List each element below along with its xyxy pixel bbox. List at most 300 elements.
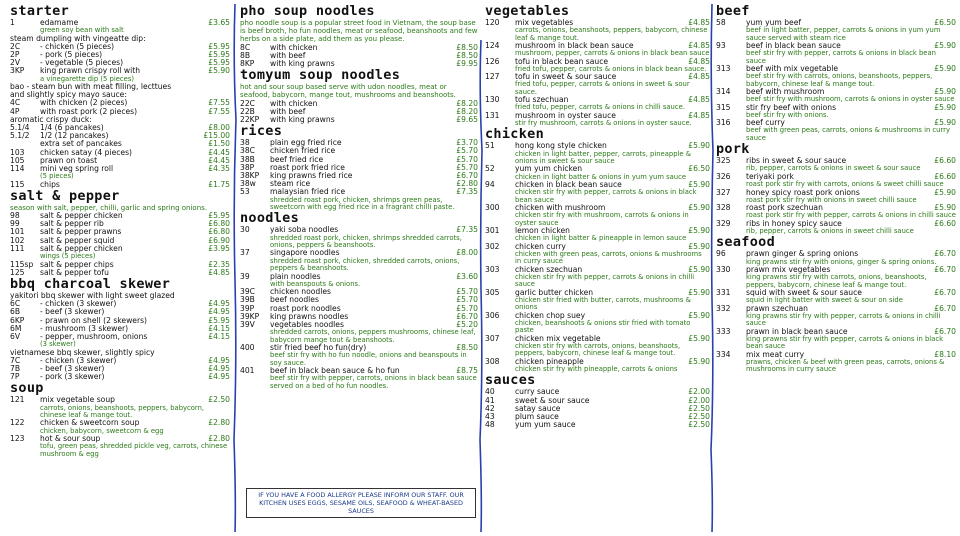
item-description: fried tofu, pepper, carrots & onions in black bean sauce. (515, 64, 707, 73)
item-code: 313 (716, 64, 731, 74)
section-title: seafood (716, 234, 775, 251)
menu-item (240, 100, 478, 108)
item-name: yum yum chicken (515, 165, 583, 174)
item-description: shredded roast pork, chicken, shrimps shredded carrots, onions, peppers & beanshoots. (270, 233, 462, 250)
item-name: roast pork noodles (270, 304, 341, 313)
item-price: £4.85 (688, 95, 710, 105)
item-price: £6.90 (208, 235, 230, 245)
item-name: with beef (270, 107, 306, 116)
item-name: vegetables noodles (270, 320, 344, 329)
item-price: £9.65 (456, 115, 478, 125)
menu-section (240, 124, 478, 211)
menu-item (10, 157, 230, 165)
item-price: £2.00 (688, 387, 710, 397)
menu-section (240, 4, 478, 68)
item-name: king prawns fried rice (270, 172, 353, 181)
item-code: 115sp (10, 259, 34, 269)
menu-item (10, 365, 230, 373)
item-code: 94 (485, 180, 495, 190)
item-code: 40 (485, 387, 495, 397)
item-code: 121 (10, 395, 25, 405)
item-code: 38 (240, 138, 250, 148)
item-price: £2.50 (688, 403, 710, 413)
menu-column-2 (240, 4, 478, 390)
menu-item (10, 99, 230, 107)
item-price: £4.95 (208, 299, 230, 309)
item-code: 39V (240, 319, 255, 329)
menu-item (240, 156, 478, 164)
menu-item (240, 44, 478, 52)
menu-item (240, 108, 478, 116)
item-code: 6C (10, 299, 21, 309)
item-price: £4.85 (688, 41, 710, 51)
item-description: carrots, onions, beanshoots, peppers, babycorn, chinese leaf & mange tout. (40, 403, 205, 419)
item-price: £4.85 (688, 72, 710, 82)
item-price: £8.50 (456, 42, 478, 52)
item-description: green soy bean with salt (40, 26, 124, 35)
item-code: 331 (716, 287, 731, 297)
item-name: beef in black bean sauce (746, 42, 841, 51)
item-name: plum sauce (515, 413, 559, 422)
section-title: rices (240, 123, 283, 140)
item-price: £6.50 (934, 18, 956, 27)
item-price: £8.50 (456, 342, 478, 352)
item-description: chicken, babycorn, sweetcorn & egg (40, 426, 164, 435)
item-code: 39C (240, 287, 255, 297)
menu-section (716, 235, 956, 373)
item-price: £9.95 (456, 59, 478, 69)
item-price: £7.55 (208, 106, 230, 116)
item-name: chicken in black bean sauce (515, 181, 622, 190)
item-name: squid with sweet & sour sauce (746, 288, 862, 297)
item-price: £5.90 (688, 180, 710, 190)
item-price: £6.50 (688, 164, 710, 174)
item-code: 401 (240, 365, 255, 375)
menu-item (10, 140, 230, 148)
item-description: fried tofu, pepper, carrots & onions in sweet & sour sauce. (515, 80, 690, 96)
item-price: £3.70 (456, 138, 478, 148)
item-name: chicken szechuan (515, 265, 583, 274)
item-code: 316 (716, 118, 731, 128)
item-code: 39 (240, 271, 250, 281)
item-price: £5.70 (456, 303, 478, 313)
item-code: 6M (10, 323, 22, 333)
item-description: chicken, beanshoots & onions stir fried with tomato paste (515, 318, 691, 335)
menu-column-4 (716, 4, 956, 374)
item-code: 58 (716, 18, 726, 27)
item-price: £5.90 (688, 287, 710, 297)
item-name: with beef (270, 51, 306, 60)
item-name: chicken noodles (270, 288, 331, 297)
item-price: £5.70 (456, 146, 478, 156)
item-code: 332 (716, 303, 731, 313)
item-name: beef with mix vegetable (746, 65, 839, 74)
item-code: 315 (716, 102, 731, 112)
item-description: beef stir fry with mushroom, carrots & onions in oyster sauce (746, 95, 955, 104)
item-description: shredded roast pork, chicken, shredded carrots, onions, peppers & beanshoots. (270, 256, 460, 273)
item-code: 38P (240, 162, 255, 172)
item-code: 30 (240, 225, 250, 235)
item-price: £5.90 (688, 264, 710, 274)
item-description: with beanspouts & onions. (270, 279, 361, 288)
menu-column-3 (485, 4, 710, 429)
menu-item (485, 405, 710, 413)
item-code: 22C (240, 98, 255, 108)
item-price: £2.50 (688, 420, 710, 430)
item-code: 314 (716, 87, 731, 97)
item-name: curry sauce (515, 388, 560, 397)
item-price: £2.35 (208, 259, 230, 269)
divider-line-1 (232, 0, 238, 536)
section-title: noodles (240, 210, 299, 227)
item-code: 6V (10, 331, 21, 341)
section-intro: hot and sour soup based serve with udon noodles, meat or seafood, babycorn, mange tout, mushrooms and beanshoots. (240, 83, 456, 100)
menu-item (10, 325, 230, 333)
item-price: £5.90 (688, 333, 710, 343)
item-price: £2.50 (208, 395, 230, 405)
item-price: £5.90 (934, 102, 956, 112)
item-description: (5 pieces) (40, 172, 74, 181)
menu-item (240, 52, 478, 60)
menu-item (240, 147, 478, 155)
item-code: 308 (485, 356, 500, 366)
item-price: £4.95 (208, 363, 230, 373)
menu-section (10, 277, 230, 381)
sub-heading: vietnamese bbq skewer, slightly spicy (10, 347, 155, 357)
sub-heading: and slightly spicy mayo sauce: (10, 90, 127, 100)
item-name: salt & pepper chicken (40, 212, 123, 221)
item-price: £4.95 (208, 372, 230, 382)
item-code: 8KP (240, 59, 255, 69)
item-description: beef stir fry with carrots, onions, beanshoots, peppers, babycorn, chinese leaf & mange tout. (746, 72, 933, 88)
item-description: a vinegarette dip (5 pieces) (40, 74, 135, 83)
item-name: with chicken (2 pieces) (40, 99, 128, 108)
item-name: - vegetable (5 pieces) (40, 59, 124, 68)
sub-heading: aromatic crispy duck: (10, 114, 92, 124)
item-price: £4.35 (208, 164, 230, 174)
item-name: beef fried rice (270, 155, 324, 164)
item-price: £5.90 (934, 187, 956, 197)
item-description: shredded carrots, onions, peppers mushrooms, chinese leaf, babycorn mange tout & beanshoots. (270, 328, 476, 344)
item-code: 300 (485, 203, 500, 213)
item-price: £8.20 (456, 106, 478, 116)
item-description: beef stir fry with pepper, carrots, onions in black bean sauce served on a bed of ho fun noodles. (270, 374, 477, 390)
item-name: - pepper, mushroom, onions (40, 332, 148, 341)
item-name: beef with mushroom (746, 88, 825, 97)
section-title: sauces (485, 372, 536, 389)
item-code: 105 (10, 155, 25, 165)
item-name: chicken pineapple (515, 357, 584, 366)
item-name: with roast pork (2 pieces) (40, 107, 138, 116)
section-title: vegetables (485, 3, 570, 19)
item-name: chicken satay (4 pieces) (40, 148, 133, 157)
item-name: roast pork fried rice (270, 163, 345, 172)
item-price: £4.85 (688, 18, 710, 27)
item-code: 102 (10, 235, 25, 245)
item-name: stir fried beef ho fun(dry) (270, 343, 367, 352)
item-name: 1/2 (12 pancakes) (40, 132, 109, 141)
item-price: £6.70 (934, 303, 956, 313)
item-name: mix meat curry (746, 350, 805, 359)
item-price: £2.80 (208, 433, 230, 443)
item-code: 4P (10, 106, 20, 116)
item-code: 96 (716, 249, 726, 259)
menu-item (10, 124, 230, 132)
item-name: prawn in black bean sauce (746, 327, 848, 336)
item-name: sweet & sour sauce (515, 396, 590, 405)
item-code: 39KP (240, 311, 260, 321)
item-code: 327 (716, 187, 731, 197)
item-name: teriyaki pork (746, 172, 794, 181)
item-code: 101 (10, 227, 25, 237)
item-name: chips (40, 180, 60, 189)
item-price: £8.10 (934, 349, 956, 359)
item-code: 2C (10, 41, 21, 51)
item-price: £2.80 (208, 418, 230, 428)
item-code: 114 (10, 164, 25, 174)
item-price: £1.50 (208, 139, 230, 149)
item-price: £3.65 (208, 18, 230, 27)
item-description: roast pork stir fry with pepper, carrots & onions in chilli sauce (746, 211, 956, 220)
item-name: salt & pepper tofu (40, 268, 109, 277)
item-description: squid in light batter with sweet & sour on side (746, 296, 903, 305)
section-title: pork (716, 141, 750, 158)
item-code: 333 (716, 326, 731, 336)
item-name: salt & pepper chips (40, 260, 114, 269)
item-code: 2P (10, 50, 20, 60)
item-name: extra set of pancakes (40, 140, 122, 149)
item-name: yum yum sauce (515, 421, 576, 430)
item-name: malaysian fried rice (270, 188, 346, 197)
item-code: 37 (240, 248, 250, 258)
menu-item (10, 212, 230, 220)
item-price: £5.95 (208, 58, 230, 68)
item-name: stir fry beef with onions (746, 103, 837, 112)
item-name: garlic butter chicken (515, 288, 594, 297)
menu-item (10, 300, 230, 308)
item-price: £5.70 (456, 287, 478, 297)
item-name: mix vegetables (515, 19, 574, 27)
item-price: £4.85 (688, 110, 710, 120)
item-name: prawn szechuan (746, 304, 808, 313)
item-code: 400 (240, 342, 255, 352)
item-name: with king prawns (270, 60, 335, 69)
item-name: hot & sour soup (40, 434, 101, 443)
item-price: £4.85 (208, 267, 230, 277)
item-code: 8B (240, 50, 251, 60)
item-code: 3KP (10, 66, 25, 76)
divider-line-3 (709, 0, 715, 536)
item-name: mini veg spring roll (40, 165, 114, 174)
item-code: 38KP (240, 171, 260, 181)
item-name: ribs in sweet & sour sauce (746, 157, 847, 166)
item-code: 53 (240, 187, 250, 197)
item-price: £6.70 (456, 171, 478, 181)
item-price: £5.90 (688, 203, 710, 213)
item-price: £6.60 (934, 171, 956, 181)
menu-item (485, 388, 710, 396)
menu-item (10, 51, 230, 59)
item-price: £2.80 (456, 179, 478, 189)
item-name: salt & pepper chicken (40, 244, 123, 253)
item-name: - mushroom (3 skewer) (40, 324, 129, 333)
menu-section (485, 4, 710, 127)
item-code: 306 (485, 310, 500, 320)
item-name: chicken mix vegetable (515, 334, 601, 343)
item-name: salt & pepper rib (40, 220, 104, 229)
sub-heading: steam dumpling with vingeatte dip: (10, 33, 146, 43)
section-intro: season with salt, pepper, chilli, garlic and spring onions. (10, 203, 208, 212)
menu-item (10, 220, 230, 228)
item-price: £4.45 (208, 147, 230, 157)
item-code: 38w (240, 179, 256, 189)
item-price: £5.95 (208, 50, 230, 60)
item-price: £1.75 (208, 179, 230, 189)
item-price: £4.95 (208, 355, 230, 365)
item-price: £5.70 (456, 154, 478, 164)
item-code: 2V (10, 58, 21, 68)
item-name: tofu szechuan (515, 96, 569, 105)
item-code: 6B (10, 307, 21, 317)
item-code: 305 (485, 287, 500, 297)
item-name: tofu in black bean sauce (515, 57, 609, 66)
item-name: prawn on toast (40, 156, 98, 165)
menu-item (10, 308, 230, 316)
item-code: 120 (485, 18, 500, 27)
item-description: beef with green peas, carrots, onions & mushrooms in curry sauce (746, 126, 950, 142)
item-price: £5.90 (934, 203, 956, 213)
item-code: 43 (485, 412, 495, 422)
item-description: chicken stir fried with butter, carrots, mushrooms & onions (515, 295, 691, 312)
sub-heading: yakitori bbq skewer with light sweet glazed (10, 290, 175, 300)
item-name: mushroom in oyster sauce (515, 111, 616, 120)
item-price: £6.60 (934, 156, 956, 166)
item-price: £8.00 (208, 123, 230, 133)
menu-item (485, 413, 710, 421)
item-price: £5.90 (688, 141, 710, 151)
section-title: salt & pepper (10, 187, 120, 204)
item-price: £2.00 (688, 395, 710, 405)
item-code: 301 (485, 226, 500, 236)
item-code: 126 (485, 56, 500, 66)
item-name: beef in black bean sauce & ho fun (270, 366, 400, 375)
item-price: £5.70 (456, 162, 478, 172)
item-code: 303 (485, 264, 500, 274)
item-name: plain noodles (270, 272, 321, 281)
menu-section (10, 189, 230, 277)
item-price: £6.70 (934, 249, 956, 259)
menu-section (240, 68, 478, 124)
item-price: £3.60 (456, 271, 478, 281)
item-name: king prawn crispy roll with (40, 67, 141, 76)
item-price: £4.95 (208, 307, 230, 317)
item-name: beef noodles (270, 296, 319, 305)
item-code: 99 (10, 219, 20, 229)
item-code: 38B (240, 154, 255, 164)
menu-item (240, 139, 478, 147)
item-price: £5.90 (934, 41, 956, 51)
item-price: £15.00 (203, 131, 230, 141)
item-name: plain egg fried rice (270, 139, 342, 148)
sub-heading: bao - steam bun with meat filling, lecttues (10, 82, 172, 92)
item-description: (3 skewer) (40, 340, 76, 349)
item-price: £5.90 (934, 118, 956, 128)
menu-item (240, 296, 478, 304)
item-code: 131 (485, 110, 500, 120)
menu-section (716, 4, 956, 142)
menu-section (10, 381, 230, 458)
section-title: chicken (485, 126, 544, 143)
item-code: 48 (485, 420, 495, 430)
item-description: stir fry mushroom, carrots & onions in oyster sauce. (515, 119, 692, 128)
item-price: £5.70 (456, 295, 478, 305)
item-name: hong kong style chicken (515, 142, 607, 151)
item-name: - chicken (5 pieces) (40, 42, 115, 51)
item-price: £6.80 (208, 227, 230, 237)
item-code: 38C (240, 146, 255, 156)
item-code: 302 (485, 241, 500, 251)
item-name: chicken & sweetcorn soup (40, 419, 140, 428)
item-code: 7B (10, 363, 21, 373)
item-code: 22KP (240, 115, 260, 125)
item-description: roast pork stir fry with carrots, onions & sweet chilli sauce (746, 180, 944, 189)
menu-section (10, 4, 230, 189)
item-price: £5.90 (688, 356, 710, 366)
item-description: beef stir fry with pepper, carrots & onions in black bean sauce (746, 49, 936, 65)
item-name: steam rice (270, 180, 311, 189)
item-name: 1/4 (6 pancakes) (40, 124, 104, 133)
item-price: £7.35 (456, 225, 478, 235)
item-code: 325 (716, 156, 731, 166)
section-title: starter (10, 3, 69, 19)
item-code: 326 (716, 171, 731, 181)
item-code: 330 (716, 264, 731, 274)
item-price: £6.80 (208, 219, 230, 229)
item-code: 328 (716, 203, 731, 213)
menu-section (240, 211, 478, 390)
item-name: prawn ginger & spring onions (746, 250, 859, 259)
item-code: 334 (716, 349, 731, 359)
item-name: - beef (3 skewer) (40, 308, 105, 317)
item-description: king prawns stir fry with carrots, onions, beanshoots, peppers, babycorn, chinese leaf & mange tout. (746, 273, 927, 289)
item-name: - chicken (3 skewer) (40, 300, 117, 309)
item-name: yum yum beef (746, 19, 802, 27)
item-code: 22B (240, 106, 255, 116)
item-code: 329 (716, 218, 731, 228)
menu-item (485, 421, 710, 429)
item-name: ribs in honey spicy sauce (746, 219, 842, 228)
item-code: 42 (485, 403, 495, 413)
item-price: £8.50 (456, 50, 478, 60)
menu-item (240, 288, 478, 296)
item-code: 52 (485, 164, 495, 174)
item-name: mix vegetable soup (40, 396, 115, 405)
item-name: king prawns noodles (270, 312, 349, 321)
section-title: beef (716, 3, 750, 19)
item-price: £8.75 (456, 365, 478, 375)
item-description: chicken in light batter, pepper, carrots, pineapple & onions in sweet & sour sauce (515, 149, 692, 166)
item-price: £5.95 (208, 315, 230, 325)
menu-item (240, 172, 478, 180)
item-name: tofu in sweet & sour sauce (515, 73, 617, 82)
menu-item (10, 228, 230, 236)
item-description: fried tofu, pepper, carrots & onions in chilli sauce. (515, 103, 685, 112)
item-price: £4.15 (208, 331, 230, 341)
item-price: £2.50 (688, 412, 710, 422)
item-code: 111 (10, 243, 25, 253)
item-name: chicken chop suey (515, 311, 586, 320)
menu-section (485, 373, 710, 429)
